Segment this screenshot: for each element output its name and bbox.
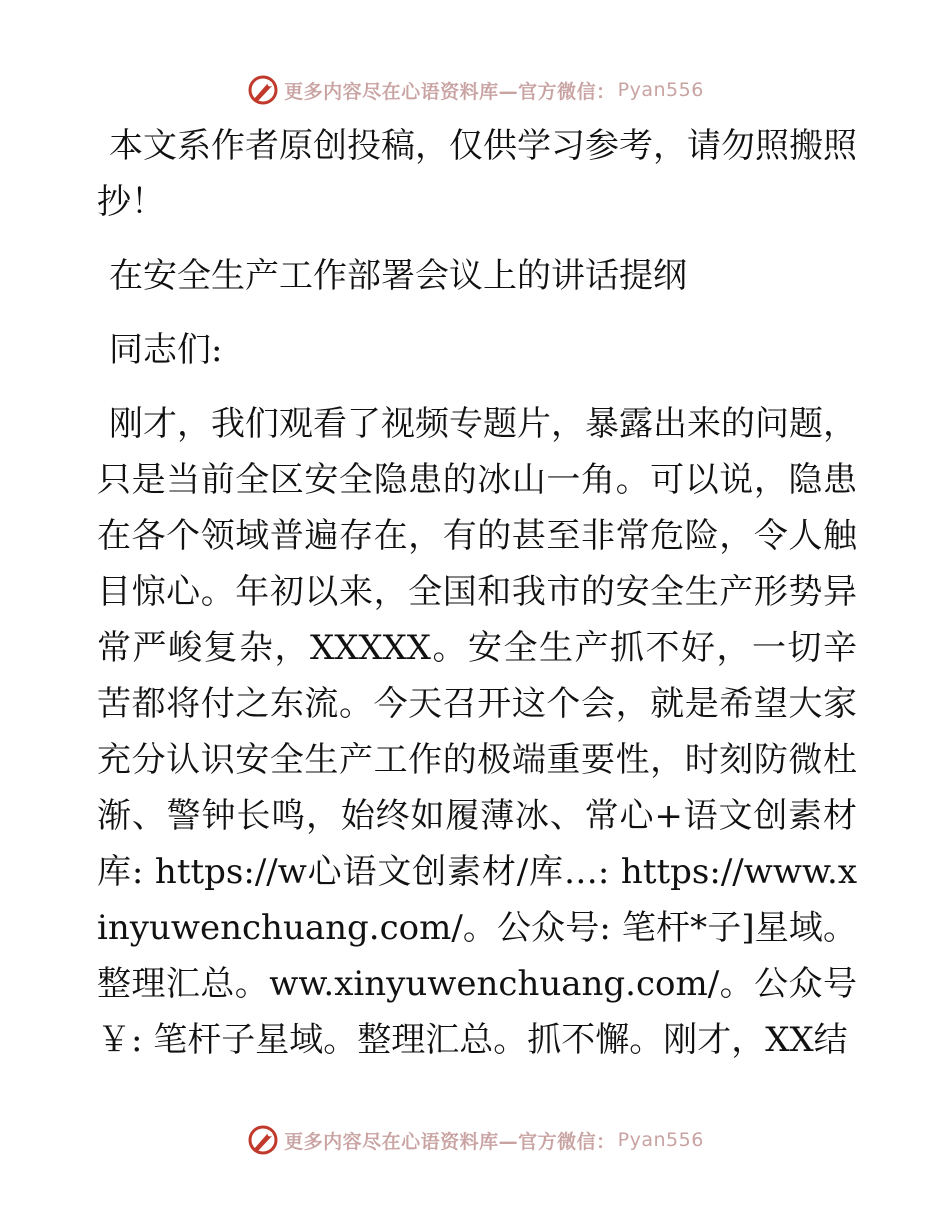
footer-banner bbox=[0, 1120, 950, 1160]
document-title: 在安全生产工作部署会议上的讲话提纲 bbox=[109, 256, 687, 296]
banner-wechat-id: Pyan556 bbox=[617, 1129, 704, 1151]
banner-text: 更多内容尽在心语资料库—官方微信： bbox=[284, 1130, 616, 1153]
header-banner bbox=[0, 70, 950, 110]
banner-text: 更多内容尽在心语资料库—官方微信： bbox=[284, 80, 616, 103]
copyright-notice: 本文系作者原创投稿，仅供学习参考，请勿照搬照抄！ bbox=[97, 126, 857, 222]
body-paragraph: 刚才，我们观看了视频专题片，暴露出来的问题，只是当前全区安全隐患的冰山一角。可以说，隐患在各个领域普遍存在，有的甚至非常危险，令人触目惊心。年初以来，全国和我市的安全生产形势异常严峻复杂，XXXXX。安全生产抓不好，一切辛苦都将付之东流。今天召开这个会，就是希望大家充分认识安全生产工作的极端重要性，时刻防微杜渐、警钟长鸣，始终如履薄冰、常心+语文创素材库: https://w心语文创素材/库…: https://www.xinyuwenchuang.com/。公众号: 笔杆*子]星域。整理汇总。ww.xinyuwenchuang.com/。公众号￥: 笔杆子星域。整理汇总。抓不懈。刚才，XX结 bbox=[97, 404, 857, 1060]
document-content bbox=[97, 118, 857, 1068]
pen-circle-logo-icon bbox=[246, 1123, 280, 1157]
greeting: 同志们: bbox=[109, 330, 223, 370]
pen-circle-logo-icon bbox=[246, 73, 280, 107]
banner-wechat-id: Pyan556 bbox=[617, 79, 704, 101]
